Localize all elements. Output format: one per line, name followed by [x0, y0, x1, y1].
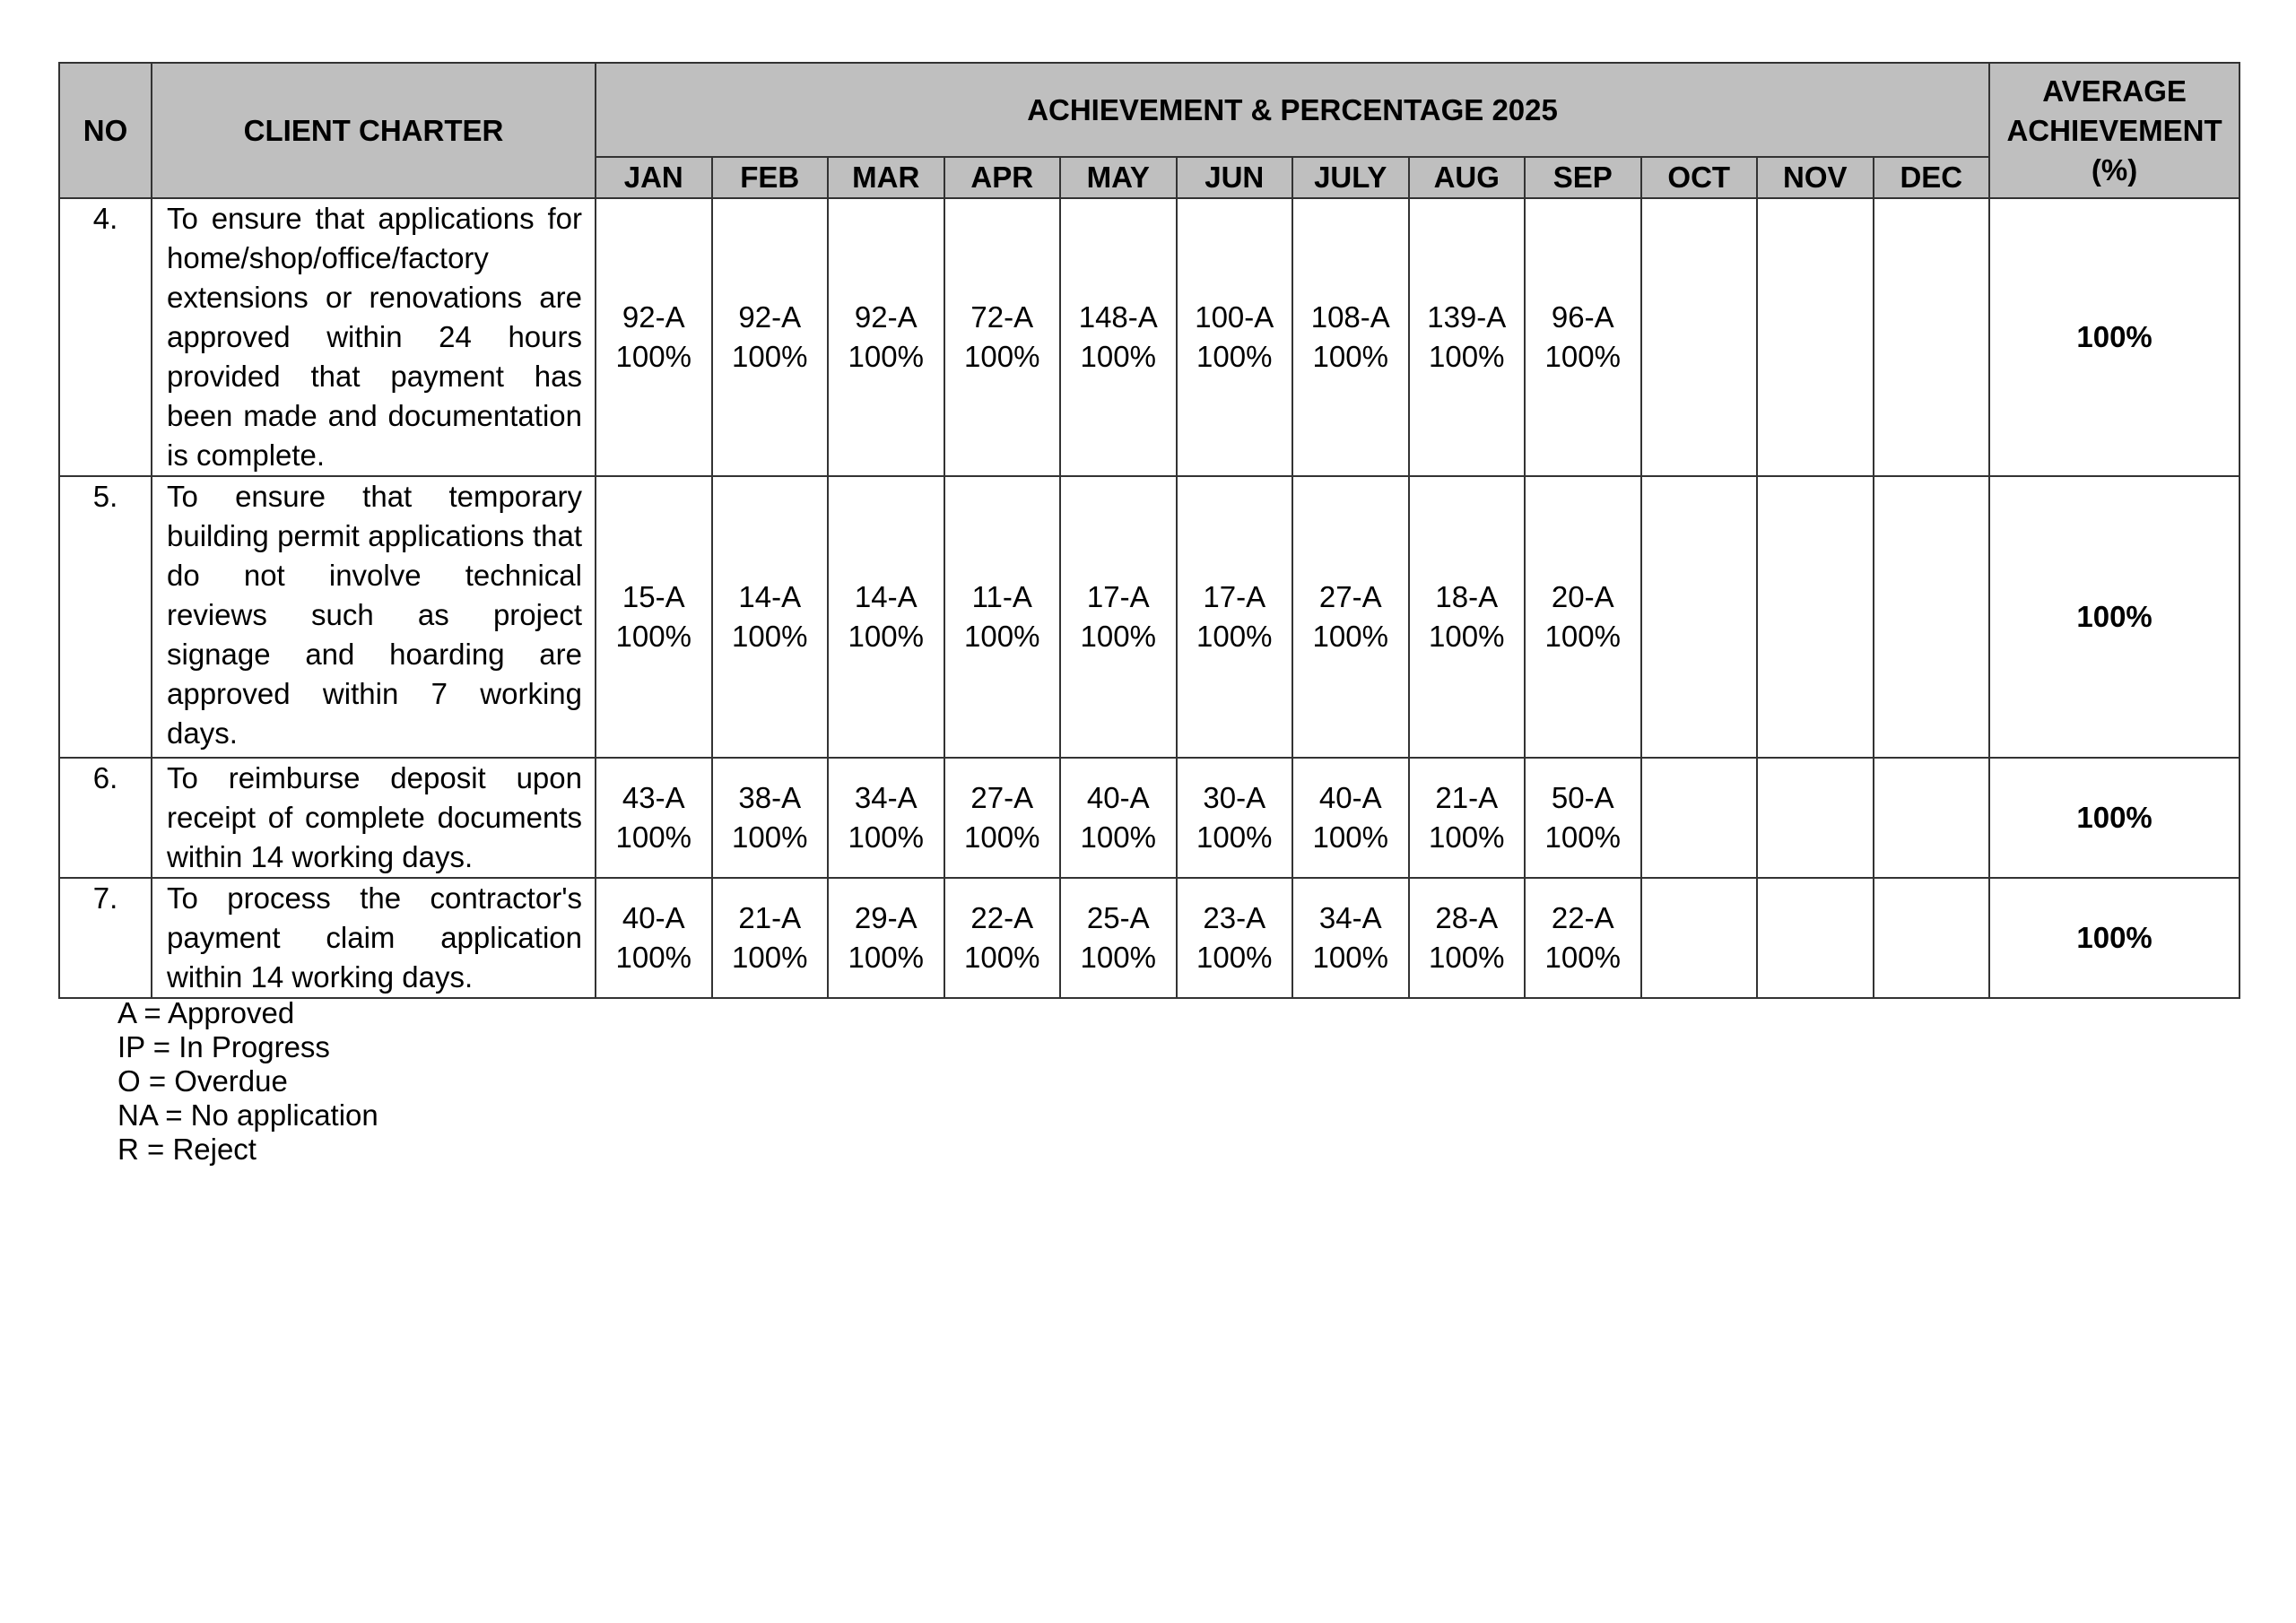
month-cell-sep [1525, 758, 1641, 878]
header-achievement: ACHIEVEMENT & PERCENTAGE 2025 [596, 63, 1989, 157]
achievement-percentage: 100% [1196, 941, 1273, 974]
header-month-may: MAY [1060, 157, 1177, 198]
approved-count: 25-A [1086, 901, 1150, 934]
approved-count: 43-A [622, 781, 685, 814]
table-row [59, 878, 2239, 998]
achievement-percentage: 100% [1312, 941, 1388, 974]
month-cell-oct [1641, 198, 1758, 476]
approved-count: 108-A [1310, 300, 1390, 334]
client-charter-text: To ensure that temporary building permit applications that do not involve technical reviews such as project signage and hoarding are approved within 7 working days. [152, 476, 596, 758]
header-month-sep: SEP [1525, 157, 1641, 198]
average-achievement: 100% [1989, 198, 2239, 476]
month-cell-july [1292, 758, 1409, 878]
month-cell-may [1060, 198, 1177, 476]
average-achievement: 100% [1989, 878, 2239, 998]
approved-count: 14-A [854, 580, 918, 613]
month-cell-mar [828, 198, 944, 476]
approved-count: 34-A [1318, 901, 1382, 934]
approved-count: 22-A [1551, 901, 1614, 934]
achievement-percentage: 100% [964, 340, 1040, 373]
month-cell-oct [1641, 476, 1758, 758]
month-cell-dec [1874, 198, 1990, 476]
approved-count: 96-A [1551, 300, 1614, 334]
header-client-charter: CLIENT CHARTER [152, 63, 596, 198]
month-cell-apr [944, 878, 1061, 998]
month-cell-dec [1874, 476, 1990, 758]
achievement-percentage: 100% [1196, 820, 1273, 854]
month-cell-nov [1757, 758, 1874, 878]
month-cell-sep [1525, 878, 1641, 998]
approved-count: 21-A [738, 901, 802, 934]
month-cell-feb [712, 476, 829, 758]
header-month-aug: AUG [1409, 157, 1526, 198]
month-cell-apr [944, 476, 1061, 758]
month-cell-sep [1525, 198, 1641, 476]
month-cell-feb [712, 878, 829, 998]
row-number: 4. [59, 198, 152, 476]
approved-count: 22-A [970, 901, 1034, 934]
achievement-percentage: 100% [1544, 340, 1621, 373]
achievement-percentage: 100% [615, 941, 691, 974]
header-no: NO [59, 63, 152, 198]
month-cell-jun [1177, 758, 1293, 878]
header-month-jun: JUN [1177, 157, 1293, 198]
achievement-percentage: 100% [848, 340, 924, 373]
approved-count: 27-A [970, 781, 1034, 814]
approved-count: 18-A [1435, 580, 1499, 613]
achievement-percentage: 100% [615, 620, 691, 653]
month-cell-nov [1757, 878, 1874, 998]
legend [117, 996, 378, 1167]
approved-count: 92-A [854, 300, 918, 334]
achievement-percentage: 100% [1429, 941, 1505, 974]
achievement-percentage: 100% [732, 941, 808, 974]
row-number: 5. [59, 476, 152, 758]
month-cell-mar [828, 758, 944, 878]
approved-count: 20-A [1551, 580, 1614, 613]
legend-item: O = Overdue [117, 1064, 288, 1098]
month-cell-feb [712, 758, 829, 878]
month-cell-may [1060, 878, 1177, 998]
month-cell-jun [1177, 198, 1293, 476]
month-cell-aug [1409, 758, 1526, 878]
achievement-percentage: 100% [848, 820, 924, 854]
legend-item: A = Approved [117, 996, 295, 1029]
achievement-percentage: 100% [732, 340, 808, 373]
approved-count: 23-A [1203, 901, 1266, 934]
approved-count: 38-A [738, 781, 802, 814]
achievement-percentage: 100% [1312, 620, 1388, 653]
achievement-percentage: 100% [1080, 820, 1156, 854]
header-month-nov: NOV [1757, 157, 1874, 198]
table-row [59, 198, 2239, 476]
approved-count: 30-A [1203, 781, 1266, 814]
client-charter-text: To ensure that applications for home/shop/office/factory extensions or renovations are approved within 24 hours provided that payment has been made and documentation is complete. [152, 198, 596, 476]
achievement-percentage: 100% [1544, 620, 1621, 653]
achievement-percentage: 100% [1080, 620, 1156, 653]
approved-count: 92-A [738, 300, 802, 334]
achievement-percentage: 100% [1312, 820, 1388, 854]
approved-count: 15-A [622, 580, 685, 613]
approved-count: 21-A [1435, 781, 1499, 814]
month-cell-oct [1641, 878, 1758, 998]
approved-count: 14-A [738, 580, 802, 613]
achievement-percentage: 100% [1429, 820, 1505, 854]
average-achievement: 100% [1989, 476, 2239, 758]
month-cell-aug [1409, 476, 1526, 758]
achievement-percentage: 100% [964, 941, 1040, 974]
month-cell-july [1292, 198, 1409, 476]
month-cell-apr [944, 758, 1061, 878]
month-cell-oct [1641, 758, 1758, 878]
month-cell-jan [596, 758, 712, 878]
month-cell-aug [1409, 198, 1526, 476]
row-number: 6. [59, 758, 152, 878]
approved-count: 50-A [1551, 781, 1614, 814]
approved-count: 40-A [1318, 781, 1382, 814]
table-row [59, 758, 2239, 878]
approved-count: 28-A [1435, 901, 1499, 934]
approved-count: 17-A [1203, 580, 1266, 613]
achievement-percentage: 100% [964, 620, 1040, 653]
achievement-percentage: 100% [1544, 820, 1621, 854]
month-cell-july [1292, 878, 1409, 998]
achievement-percentage: 100% [848, 620, 924, 653]
approved-count: 148-A [1078, 300, 1158, 334]
month-cell-dec [1874, 758, 1990, 878]
header-month-feb: FEB [712, 157, 829, 198]
approved-count: 72-A [970, 300, 1034, 334]
achievement-percentage: 100% [1312, 340, 1388, 373]
header-month-dec: DEC [1874, 157, 1990, 198]
header-month-mar: MAR [828, 157, 944, 198]
legend-item: R = Reject [117, 1133, 257, 1166]
approved-count: 17-A [1086, 580, 1150, 613]
approved-count: 92-A [622, 300, 685, 334]
average-achievement: 100% [1989, 758, 2239, 878]
client-charter-text: To reimburse deposit upon receipt of complete documents within 14 working days. [152, 758, 596, 878]
achievement-percentage: 100% [848, 941, 924, 974]
month-cell-apr [944, 198, 1061, 476]
approved-count: 29-A [854, 901, 918, 934]
approved-count: 27-A [1318, 580, 1382, 613]
month-cell-jun [1177, 476, 1293, 758]
month-cell-jan [596, 878, 712, 998]
approved-count: 139-A [1427, 300, 1507, 334]
header-month-oct: OCT [1641, 157, 1758, 198]
header-month-jan: JAN [596, 157, 712, 198]
achievement-percentage: 100% [732, 820, 808, 854]
row-number: 7. [59, 878, 152, 998]
month-cell-mar [828, 476, 944, 758]
header-month-apr: APR [944, 157, 1061, 198]
approved-count: 34-A [854, 781, 918, 814]
client-charter-text: To process the contractor's payment claim application within 14 working days. [152, 878, 596, 998]
achievement-percentage: 100% [1080, 340, 1156, 373]
month-cell-july [1292, 476, 1409, 758]
table-row [59, 476, 2239, 758]
month-cell-dec [1874, 878, 1990, 998]
achievement-percentage: 100% [964, 820, 1040, 854]
approved-count: 100-A [1195, 300, 1274, 334]
approved-count: 11-A [971, 580, 1032, 613]
header-average-achievement: AVERAGE ACHIEVEMENT (%) [1989, 63, 2239, 198]
achievement-percentage: 100% [1544, 941, 1621, 974]
month-cell-aug [1409, 878, 1526, 998]
month-cell-nov [1757, 198, 1874, 476]
achievement-percentage: 100% [732, 620, 808, 653]
achievement-percentage: 100% [1429, 620, 1505, 653]
achievement-percentage: 100% [615, 340, 691, 373]
legend-item: NA = No application [117, 1098, 378, 1132]
approved-count: 40-A [622, 901, 685, 934]
achievement-percentage: 100% [615, 820, 691, 854]
month-cell-feb [712, 198, 829, 476]
month-cell-nov [1757, 476, 1874, 758]
month-cell-may [1060, 758, 1177, 878]
month-cell-may [1060, 476, 1177, 758]
achievement-percentage: 100% [1429, 340, 1505, 373]
month-cell-jan [596, 476, 712, 758]
month-cell-mar [828, 878, 944, 998]
client-charter-table [58, 62, 2240, 999]
achievement-percentage: 100% [1196, 340, 1273, 373]
achievement-percentage: 100% [1080, 941, 1156, 974]
achievement-percentage: 100% [1196, 620, 1273, 653]
month-cell-jun [1177, 878, 1293, 998]
approved-count: 40-A [1086, 781, 1150, 814]
month-cell-sep [1525, 476, 1641, 758]
legend-item: IP = In Progress [117, 1030, 330, 1063]
month-cell-jan [596, 198, 712, 476]
header-month-july: JULY [1292, 157, 1409, 198]
